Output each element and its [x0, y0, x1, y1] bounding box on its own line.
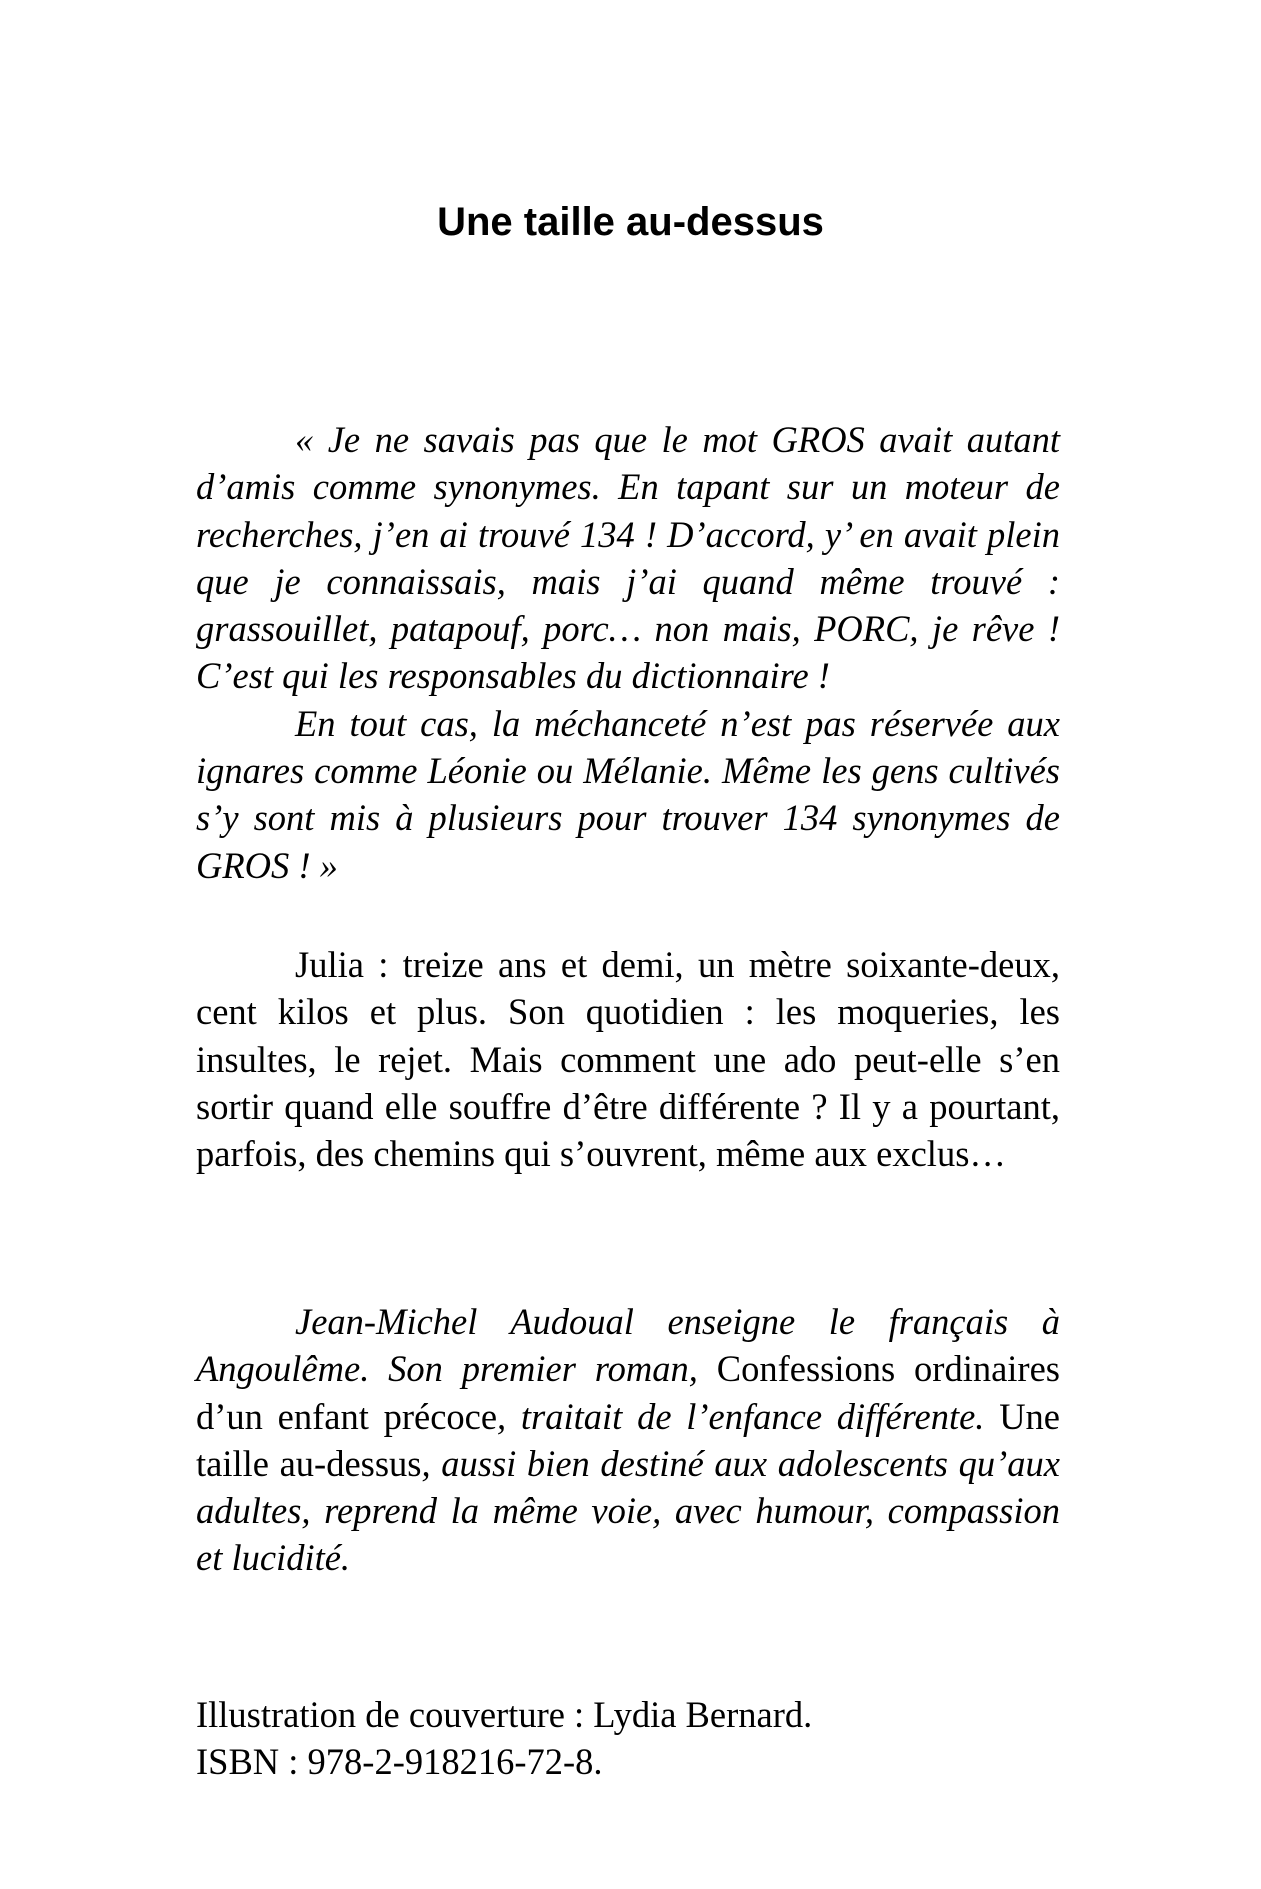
author-bio-text-3: , aussi bien destiné aux adolescents qu’aux adultes, reprend la même voie, avec humour, compassion et lucidité.	[196, 1442, 1060, 1579]
back-cover-quote	[196, 416, 1060, 889]
illustration-credit: Illustration de couverture : Lydia Bernard.	[196, 1694, 813, 1735]
quote-paragraph-2: En tout cas, la méchanceté n’est pas réservée aux ignares comme Léonie ou Mélanie. Même les gens cultivés s’y sont mis à plusieurs pour trouver 134 synonymes de GROS ! »	[196, 702, 1060, 886]
current-book-title: Une taille au-dessus	[196, 1395, 1060, 1484]
author-bio-text-2: , traitait de l’enfance différente.	[497, 1395, 1000, 1437]
summary-paragraph: Julia : treize ans et demi, un mètre soixante-deux, cent kilos et plus. Son quotidien : les moqueries, les insultes, le rejet. Mais comment une ado peut-elle s’en sortir quand elle souffre d’être différente ? Il y a pourtant, parfois, des chemins qui s’ouvrent, même aux exclus…	[196, 944, 1060, 1175]
book-title: Une taille au-dessus	[437, 200, 824, 244]
author-bio-text-1: Jean-Michel Audoual enseigne le français à Angoulême. Son premier roman,	[196, 1301, 1060, 1390]
isbn: ISBN : 978-2-918216-72-8.	[196, 1741, 603, 1783]
book-summary	[196, 941, 1060, 1177]
author-bio	[196, 1298, 1060, 1582]
quote-paragraph-1: « Je ne savais pas que le mot GROS avait autant d’amis comme synonymes. En tapant sur un moteur de recherches, j’en ai trouvé 134 ! D’accord, y’ en avait plein que je connaissais, mais j’ai quand même trouvé : grassouillet, patapouf, porc… non mais, PORC, je rêve ! C’est qui les responsables du dictionnaire !	[196, 419, 1060, 697]
author-bio-paragraph	[196, 1298, 1060, 1582]
first-novel-title: Confessions ordinaires d’un enfant précoce	[196, 1348, 1060, 1437]
credits	[196, 1691, 1060, 1786]
